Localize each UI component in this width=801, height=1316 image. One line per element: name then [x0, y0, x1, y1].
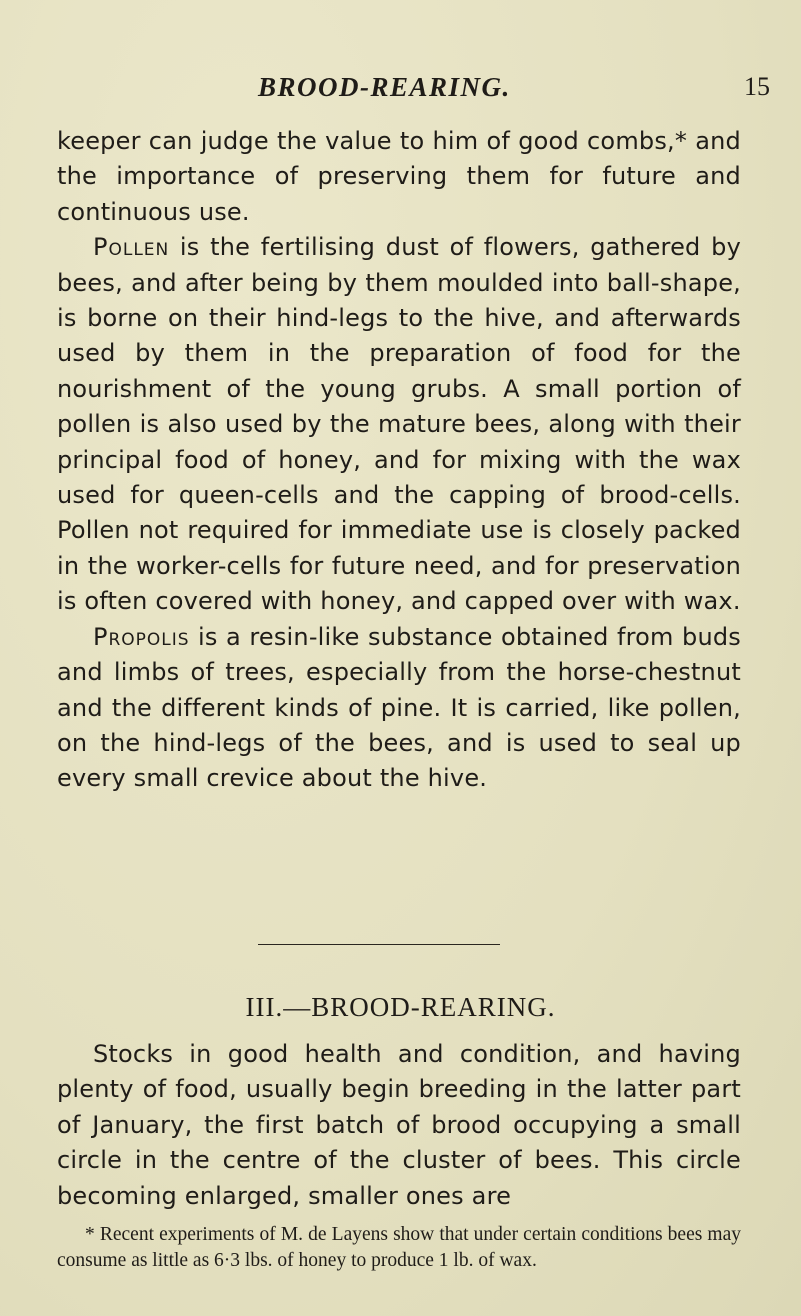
propolis-definition: is a resin-like substance obtained from buds and limbs of trees, especially from the horse-chestnut and the different kinds of pine. It is carried, like pollen, on the hind-legs of the bees, and is used to seal up every small crevice about the hive. [57, 622, 741, 793]
running-title: BROOD-REARING. [258, 72, 511, 102]
term-propolis: Propolis [93, 622, 190, 651]
section-heading: III.—BROOD-REARING. [245, 992, 556, 1022]
term-pollen: Pollen [93, 233, 170, 262]
body-text [57, 124, 741, 797]
paragraph-propolis [57, 620, 741, 797]
page-number: 15 [744, 72, 770, 101]
footnote: * Recent experiments of M. de Layens show that under certain conditions bees may consume as little as 6·3 lbs. of honey to produce 1 lb. of wax. [57, 1224, 741, 1271]
paragraph-pollen [57, 230, 741, 619]
section-paragraph: Stocks in good health and condition, and having plenty of food, usually begin breeding in the latter part of January, the first batch of brood occupying a small circle in the centre of the cluster of bees. This circle becoming enlarged, smaller ones are [57, 1040, 741, 1210]
paragraph-combs: keeper can judge the value to him of good combs,* and the importance of preserving them for future and continuous use. [57, 127, 741, 226]
section-divider [258, 944, 500, 945]
running-head [0, 72, 801, 108]
pollen-definition: is the fertilising dust of flowers, gathered by bees, and after being by them moulded into ball-shape, is borne on their hind-legs to the hive, and afterwards used by them in the preparation of food for the nourishment of the young grubs. A small portion of pollen is also used by the mature bees, along with their principal food of honey, and for mixing with the wax used for queen-cells and the capping of brood-cells. Pollen not required for immediate use is closely packed in the worker-cells for future need, and for preservation is often covered with honey, and capped over with wax. [57, 233, 741, 616]
